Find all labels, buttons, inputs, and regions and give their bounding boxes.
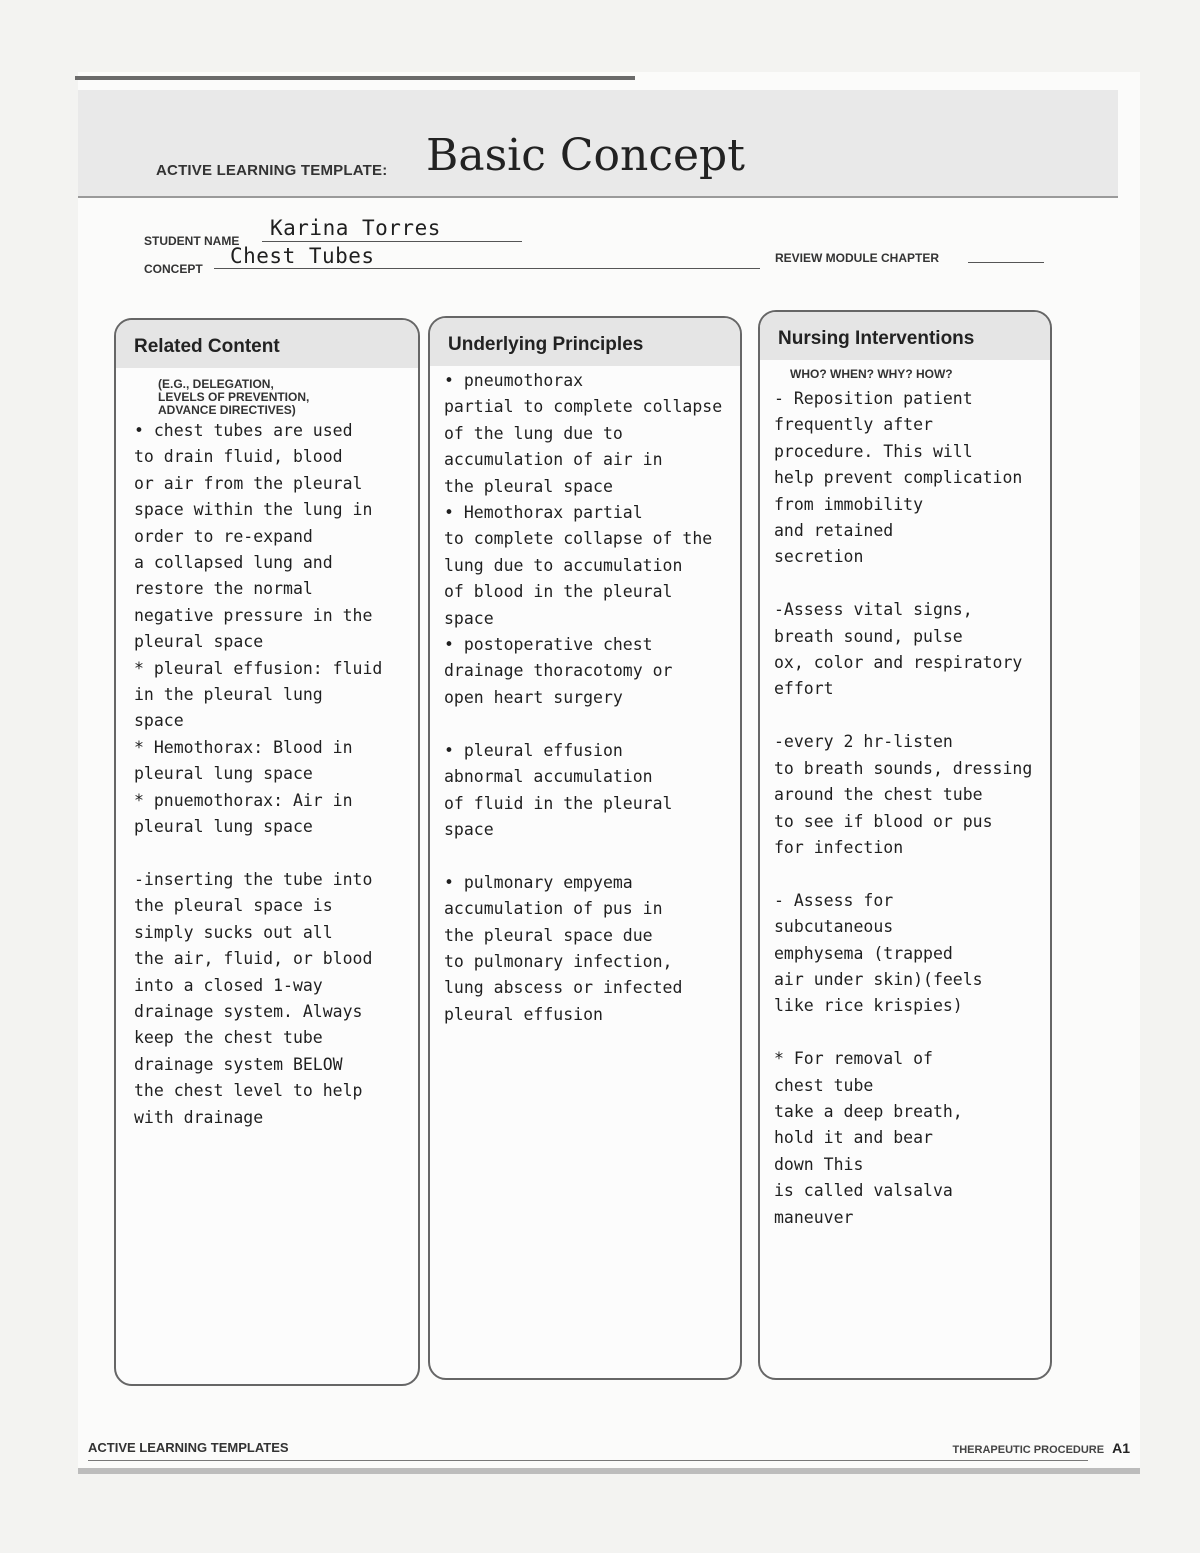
note-line: from immobility [774, 494, 924, 514]
footer-rule [88, 1460, 1088, 1461]
note-line: lung abscess or infected [444, 978, 683, 998]
note-line: ox, color and respiratory [774, 653, 1023, 673]
page-title: Basic Concept [426, 130, 745, 181]
note-line: -inserting the tube into [134, 869, 373, 889]
note-line: • chest tubes are used [134, 421, 353, 440]
related-content-notes[interactable] [134, 418, 382, 1131]
underlying-principles-title: Underlying Principles [448, 334, 644, 355]
note-line: negative pressure in the [134, 605, 373, 625]
footer-section-label: THERAPEUTIC PROCEDURE [952, 1444, 1105, 1456]
note-line: breath sound, pulse [774, 626, 963, 646]
note-line: maneuver [774, 1207, 854, 1227]
note-line: or air from the pleural [134, 473, 363, 493]
note-line: -Assess vital signs, [774, 600, 973, 620]
note-line: • pleural effusion [444, 740, 623, 760]
note-line: and retained [774, 521, 894, 541]
scan-bottom-edge [78, 1468, 1140, 1474]
note-line: effort [774, 679, 834, 699]
concept-label: CONCEPT [144, 262, 203, 276]
note-line [774, 861, 1032, 887]
note-line: * pleural effusion: fluid [134, 658, 383, 678]
note-line: restore the normal [134, 579, 313, 599]
related-content-subtitle: (E.G., DELEGATION, LEVELS OF PREVENTION, ADVANCE DIRECTIVES) [158, 377, 310, 417]
note-line: simply sucks out all [134, 922, 333, 942]
page-number: A1 [1112, 1440, 1130, 1456]
note-line [774, 1020, 1032, 1046]
note-line: to see if blood or pus [774, 811, 993, 831]
note-line: like rice krispies) [774, 996, 963, 1016]
note-line: to complete collapse of the [444, 529, 713, 549]
note-line: * pnuemothorax: Air in [134, 790, 353, 810]
note-line [444, 843, 722, 869]
note-line: to breath sounds, dressing [774, 758, 1033, 778]
underlying-principles-box [428, 316, 742, 1380]
note-line: space within the lung in [134, 500, 373, 520]
concept-value[interactable]: Chest Tubes [230, 244, 375, 268]
note-line: air under skin)(feels [774, 969, 983, 989]
concept-line [214, 268, 760, 269]
note-line: of blood in the pleural [444, 582, 673, 602]
review-module-line[interactable] [968, 262, 1044, 263]
note-line: chest tube [774, 1075, 874, 1095]
nursing-interventions-subtitle: WHO? WHEN? WHY? HOW? [790, 367, 953, 381]
note-line: frequently after [774, 415, 933, 435]
related-content-title: Related Content [134, 336, 280, 357]
note-line: space [444, 608, 494, 628]
note-line: of fluid in the pleural [444, 793, 673, 813]
note-line: * Hemothorax: Blood in [134, 737, 353, 757]
note-line: down This [774, 1154, 864, 1174]
note-line [774, 571, 1032, 597]
note-line: * For removal of [774, 1049, 933, 1069]
note-line: -every 2 hr-listen [774, 732, 953, 752]
note-line: to drain fluid, blood [134, 447, 343, 467]
note-line: lung due to accumulation [444, 555, 683, 575]
template-label: ACTIVE LEARNING TEMPLATE: [156, 162, 388, 179]
note-line: drainage system. Always [134, 1001, 363, 1021]
note-line: - Assess for [774, 890, 894, 910]
note-line: emphysema (trapped [774, 943, 953, 963]
note-line: the pleural space is [134, 896, 333, 916]
note-line: drainage thoracotomy or [444, 661, 673, 681]
scan-edge-line [75, 76, 635, 80]
note-line: secretion [774, 547, 864, 567]
note-line: accumulation of air in [444, 450, 663, 470]
note-line: around the chest tube [774, 785, 983, 805]
note-line: pleural lung space [134, 764, 313, 784]
note-line: pleural lung space [134, 817, 313, 837]
note-line: accumulation of pus in [444, 899, 663, 919]
note-line: partial to complete collapse [444, 397, 723, 417]
note-line: abnormal accumulation [444, 767, 653, 787]
footer-right [953, 1440, 1130, 1456]
note-line: in the pleural lung [134, 685, 323, 705]
footer-left-label: ACTIVE LEARNING TEMPLATES [88, 1440, 289, 1455]
note-line: take a deep breath, [774, 1101, 963, 1121]
note-line: into a closed 1-way [134, 975, 323, 995]
student-name-label: STUDENT NAME [144, 234, 240, 248]
nursing-interventions-box [758, 310, 1052, 1380]
review-module-label: REVIEW MODULE CHAPTER [775, 251, 940, 265]
note-line: pleural space [134, 632, 264, 652]
note-line: to pulmonary infection, [444, 951, 673, 971]
note-line: the air, fluid, or blood [134, 949, 373, 969]
nursing-interventions-title: Nursing Interventions [778, 328, 975, 349]
note-line: • Hemothorax partial [444, 503, 643, 523]
student-name-line [262, 241, 522, 242]
note-line [134, 841, 382, 867]
note-line: • pneumothorax [444, 371, 584, 390]
note-line: the chest level to help [134, 1081, 363, 1101]
note-line: the pleural space [444, 476, 613, 496]
note-line: space [444, 819, 494, 839]
note-line: - Reposition patient [774, 389, 973, 408]
note-line [774, 703, 1032, 729]
note-line: • pulmonary empyema [444, 872, 633, 892]
note-line: drainage system BELOW [134, 1054, 343, 1074]
note-line: help prevent complication [774, 468, 1023, 488]
note-line: the pleural space due [444, 925, 653, 945]
note-line: of the lung due to [444, 423, 623, 443]
note-line: space [134, 711, 184, 731]
note-line: pleural effusion [444, 1004, 603, 1024]
note-line: a collapsed lung and [134, 553, 333, 573]
nursing-interventions-notes[interactable] [774, 386, 1032, 1231]
note-line: procedure. This will [774, 441, 973, 461]
note-line: order to re-expand [134, 526, 313, 546]
related-content-box [114, 318, 420, 1386]
note-line: keep the chest tube [134, 1028, 323, 1048]
note-line: subcutaneous [774, 917, 894, 937]
note-line: hold it and bear [774, 1128, 933, 1148]
note-line: for infection [774, 837, 904, 857]
student-name-value[interactable]: Karina Torres [270, 216, 441, 240]
note-line: open heart surgery [444, 687, 623, 707]
note-line [444, 711, 722, 737]
note-line: with drainage [134, 1107, 264, 1127]
note-line: • postoperative chest [444, 635, 653, 655]
note-line: is called valsalva [774, 1181, 953, 1201]
underlying-principles-notes[interactable] [444, 368, 722, 1028]
